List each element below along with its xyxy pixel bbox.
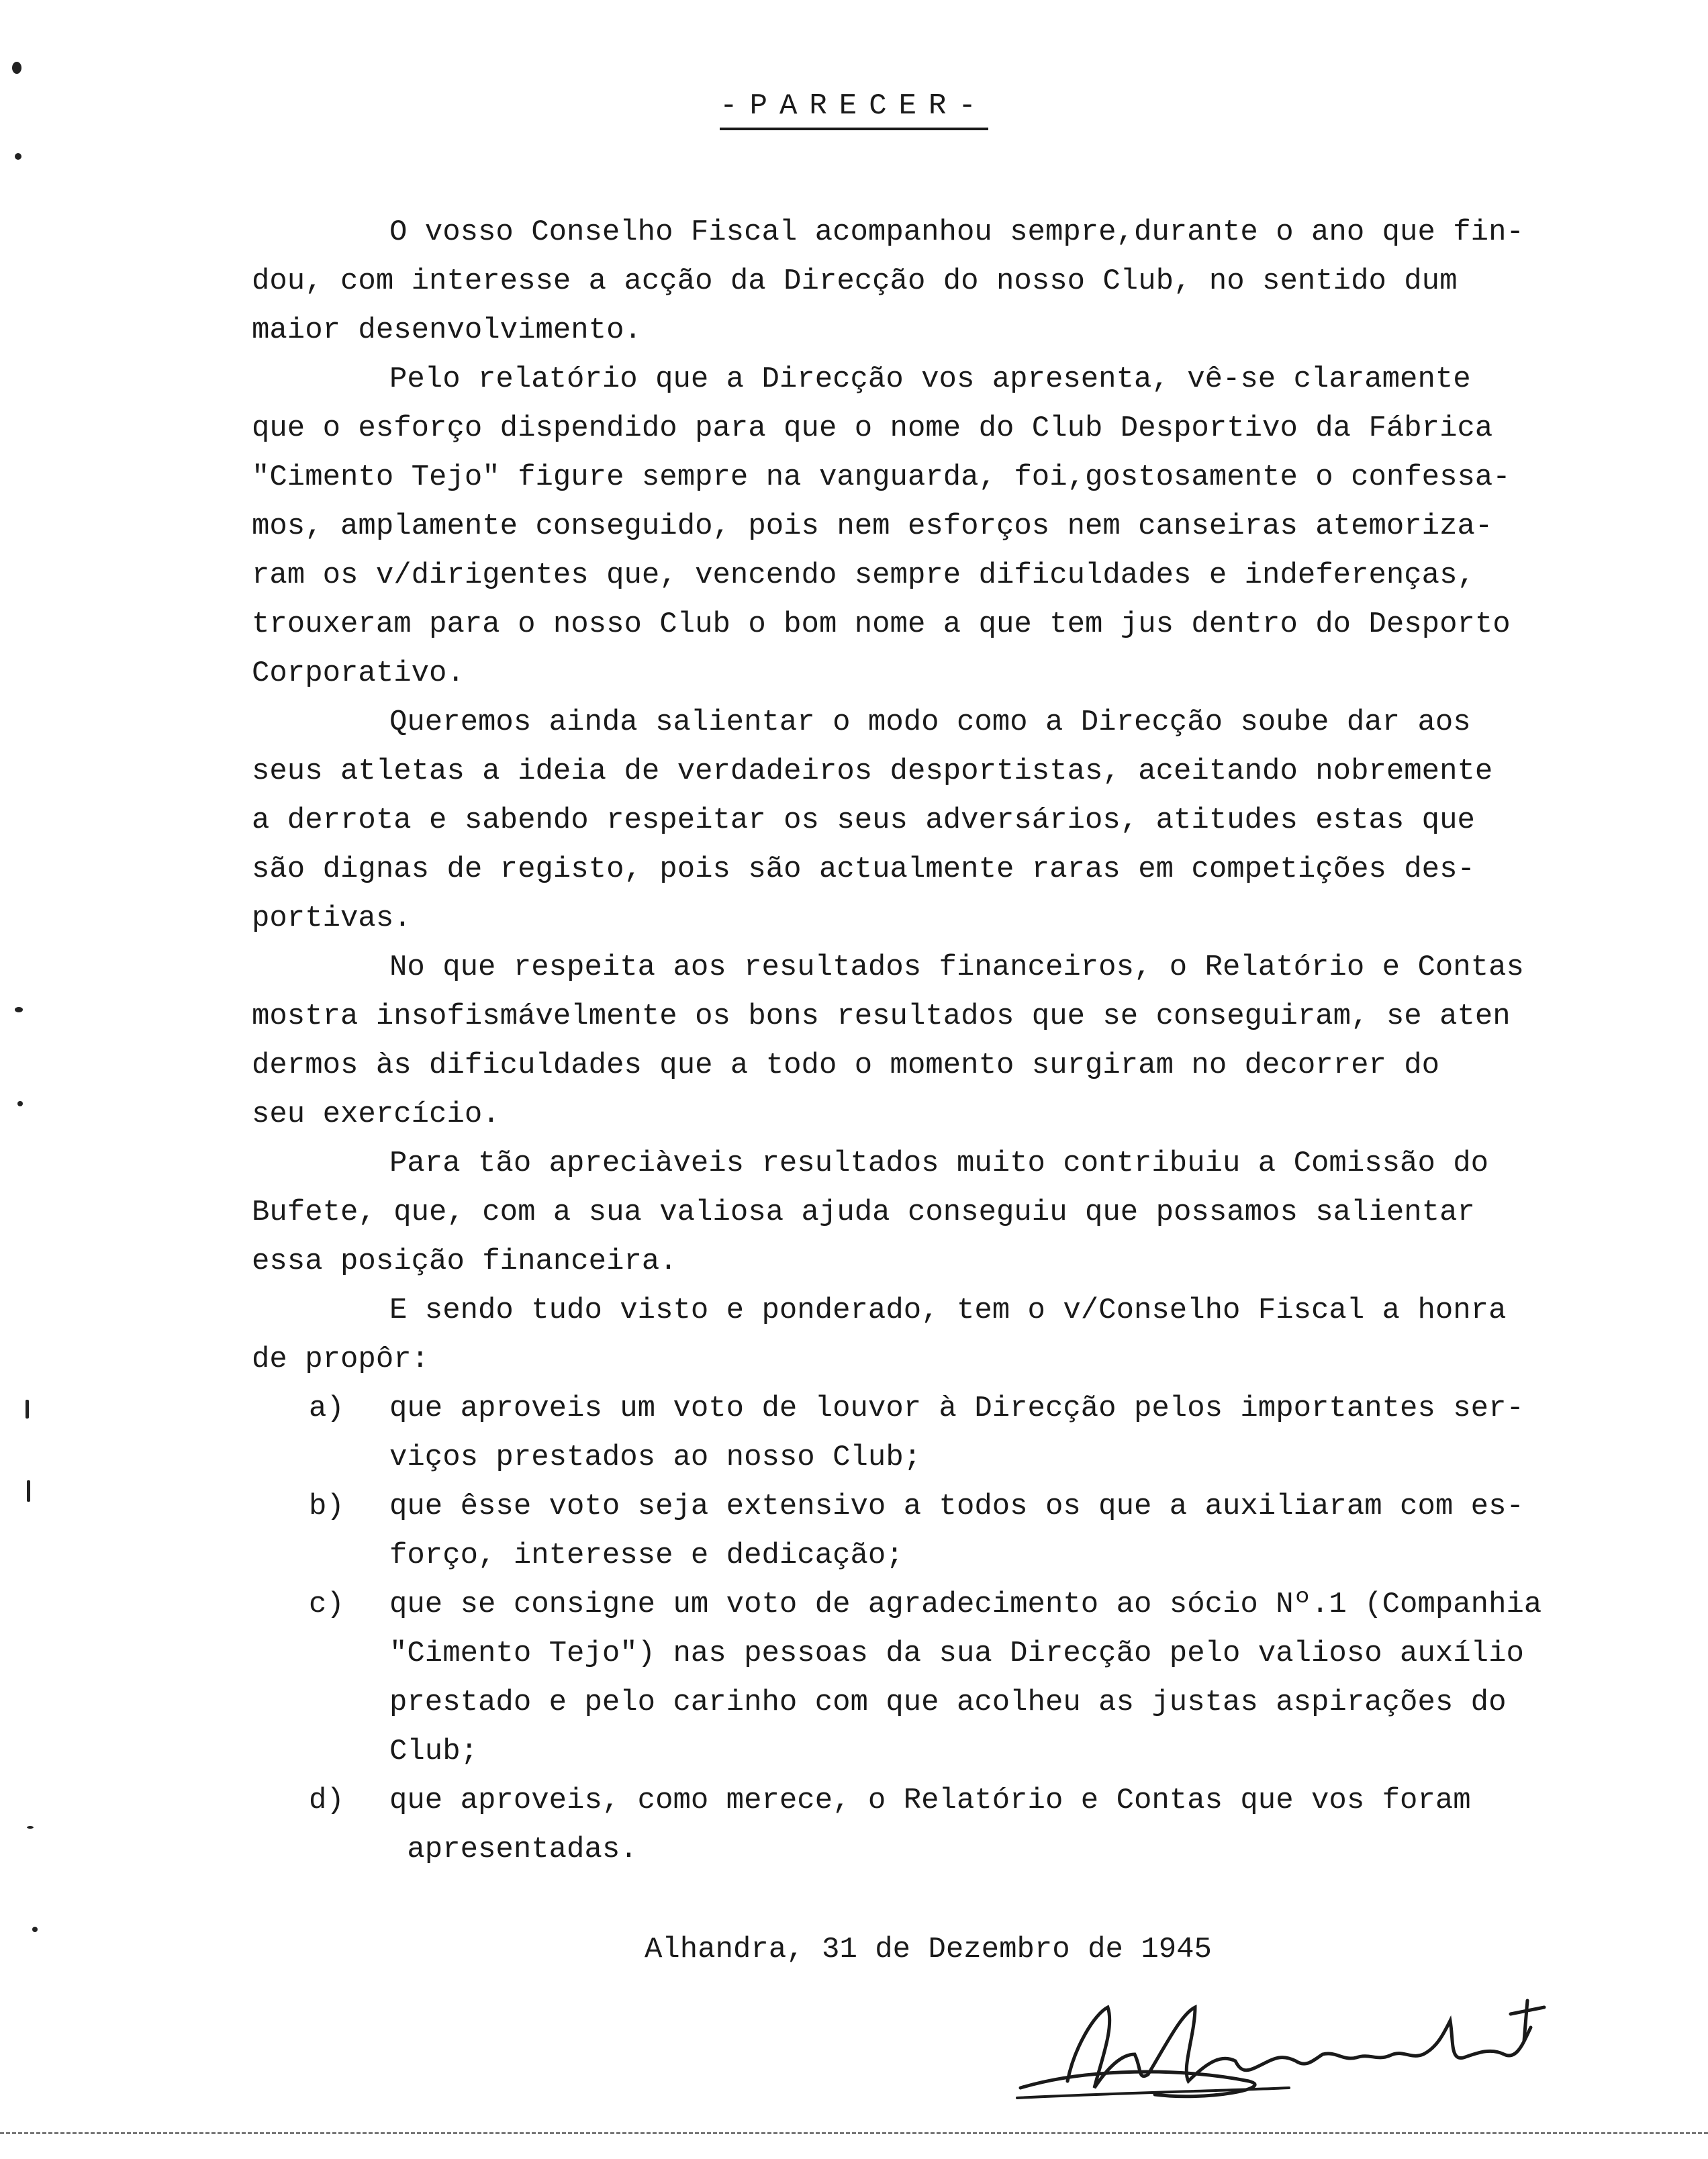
proposal-line: "Cimento Tejo") nas pessoas da sua Direcção pelo valioso auxílio <box>389 1637 1524 1670</box>
margin-mark <box>15 1007 23 1012</box>
paragraph-line: trouxeram para o nosso Club o bom nome a que tem jus dentro do Desporto <box>252 608 1511 641</box>
proposal-line: viços prestados ao nosso Club; <box>389 1441 922 1474</box>
proposal-line: que aproveis, como merece, o Relatório e Contas que vos foram <box>389 1784 1471 1817</box>
proposal-marker: c) <box>309 1588 344 1621</box>
paragraph-line: essa posição financeira. <box>252 1245 677 1278</box>
paragraph-line: ram os v/dirigentes que, vencendo sempre dificuldades e indeferenças, <box>252 559 1475 592</box>
paragraph-line: maior desenvolvimento. <box>252 314 642 347</box>
proposal-text <box>389 1580 1541 1776</box>
paragraph-line: Bufete, que, com a sua valiosa ajuda conseguiu que possamos salientar <box>252 1196 1475 1229</box>
paragraph-line: mos, amplamente conseguido, pois nem esforços nem canseiras atemoriza- <box>252 510 1493 543</box>
proposal-line: forço, interesse e dedicação; <box>389 1539 904 1572</box>
margin-mark <box>32 1927 38 1932</box>
proposal-line: que se consigne um voto de agradecimento ao sócio Nº.1 (Companhia <box>389 1588 1542 1621</box>
margin-mark <box>12 62 21 74</box>
dateline: Alhandra, 31 de Dezembro de 1945 <box>645 1933 1212 1966</box>
proposal-marker: b) <box>309 1490 344 1523</box>
proposal-line: Club; <box>389 1735 479 1768</box>
proposal-line: prestado e pelo carinho com que acolheu as justas aspirações do <box>389 1686 1507 1719</box>
signature <box>1007 1987 1598 2121</box>
paragraph-line: portivas. <box>252 902 412 935</box>
paragraph-line: Queremos ainda salientar o modo como a Direcção soube dar aos <box>389 706 1471 739</box>
proposal-line: apresentadas. <box>389 1833 638 1866</box>
proposal-text <box>389 1776 1471 1874</box>
proposal-item <box>252 1384 1662 1482</box>
margin-mark <box>27 1826 34 1829</box>
document-body <box>252 208 1662 1874</box>
margin-mark <box>15 153 21 160</box>
paragraph-line: de propôr: <box>252 1343 430 1376</box>
bottom-rule <box>0 2132 1708 2134</box>
paragraph-line: dou, com interesse a acção da Direcção do nosso Club, no sentido dum <box>252 265 1458 298</box>
paragraph-line: No que respeita aos resultados financeiros, o Relatório e Contas <box>389 951 1524 984</box>
paragraph-line: Para tão apreciàveis resultados muito contribuiu a Comissão do <box>389 1147 1489 1180</box>
proposal-text <box>389 1482 1524 1580</box>
paragraph-line: que o esforço dispendido para que o nome do Club Desportivo da Fábrica <box>252 412 1493 445</box>
paragraph-line: Corporativo. <box>252 657 465 690</box>
proposal-item <box>252 1580 1662 1776</box>
paragraph-line: mostra insofismávelmente os bons resultados que se conseguiram, se aten <box>252 1000 1511 1033</box>
proposal-item <box>252 1482 1662 1580</box>
paragraph-line: E sendo tudo visto e ponderado, tem o v/Conselho Fiscal a honra <box>389 1294 1507 1327</box>
paragraph-line: dermos às dificuldades que a todo o momento surgiram no decorrer do <box>252 1049 1440 1082</box>
document-title <box>0 86 1708 130</box>
margin-mark <box>26 1400 29 1419</box>
title-text: -PARECER- <box>720 86 988 130</box>
proposal-line: que êsse voto seja extensivo a todos os que a auxiliaram com es- <box>389 1490 1524 1523</box>
paragraph-line: são dignas de registo, pois são actualmente raras em competições des- <box>252 853 1475 886</box>
paragraph-line: seu exercício. <box>252 1098 500 1131</box>
proposal-line: que aproveis um voto de louvor à Direcção pelos importantes ser- <box>389 1392 1524 1425</box>
proposal-text <box>389 1384 1524 1482</box>
margin-mark <box>27 1480 30 1502</box>
paragraph-line: a derrota e sabendo respeitar os seus adversários, atitudes estas que <box>252 804 1475 837</box>
proposal-item <box>252 1776 1662 1874</box>
paragraph-line: seus atletas a ideia de verdadeiros desportistas, aceitando nobremente <box>252 755 1493 788</box>
paragraph-line: "Cimento Tejo" figure sempre na vanguarda, foi,gostosamente o confessa- <box>252 461 1511 494</box>
proposal-marker: a) <box>309 1392 344 1425</box>
paragraph-line: O vosso Conselho Fiscal acompanhou sempre,durante o ano que fin- <box>389 215 1524 249</box>
margin-mark <box>17 1101 23 1106</box>
proposal-marker: d) <box>309 1784 344 1817</box>
paragraph-line: Pelo relatório que a Direcção vos apresenta, vê-se claramente <box>389 363 1471 396</box>
